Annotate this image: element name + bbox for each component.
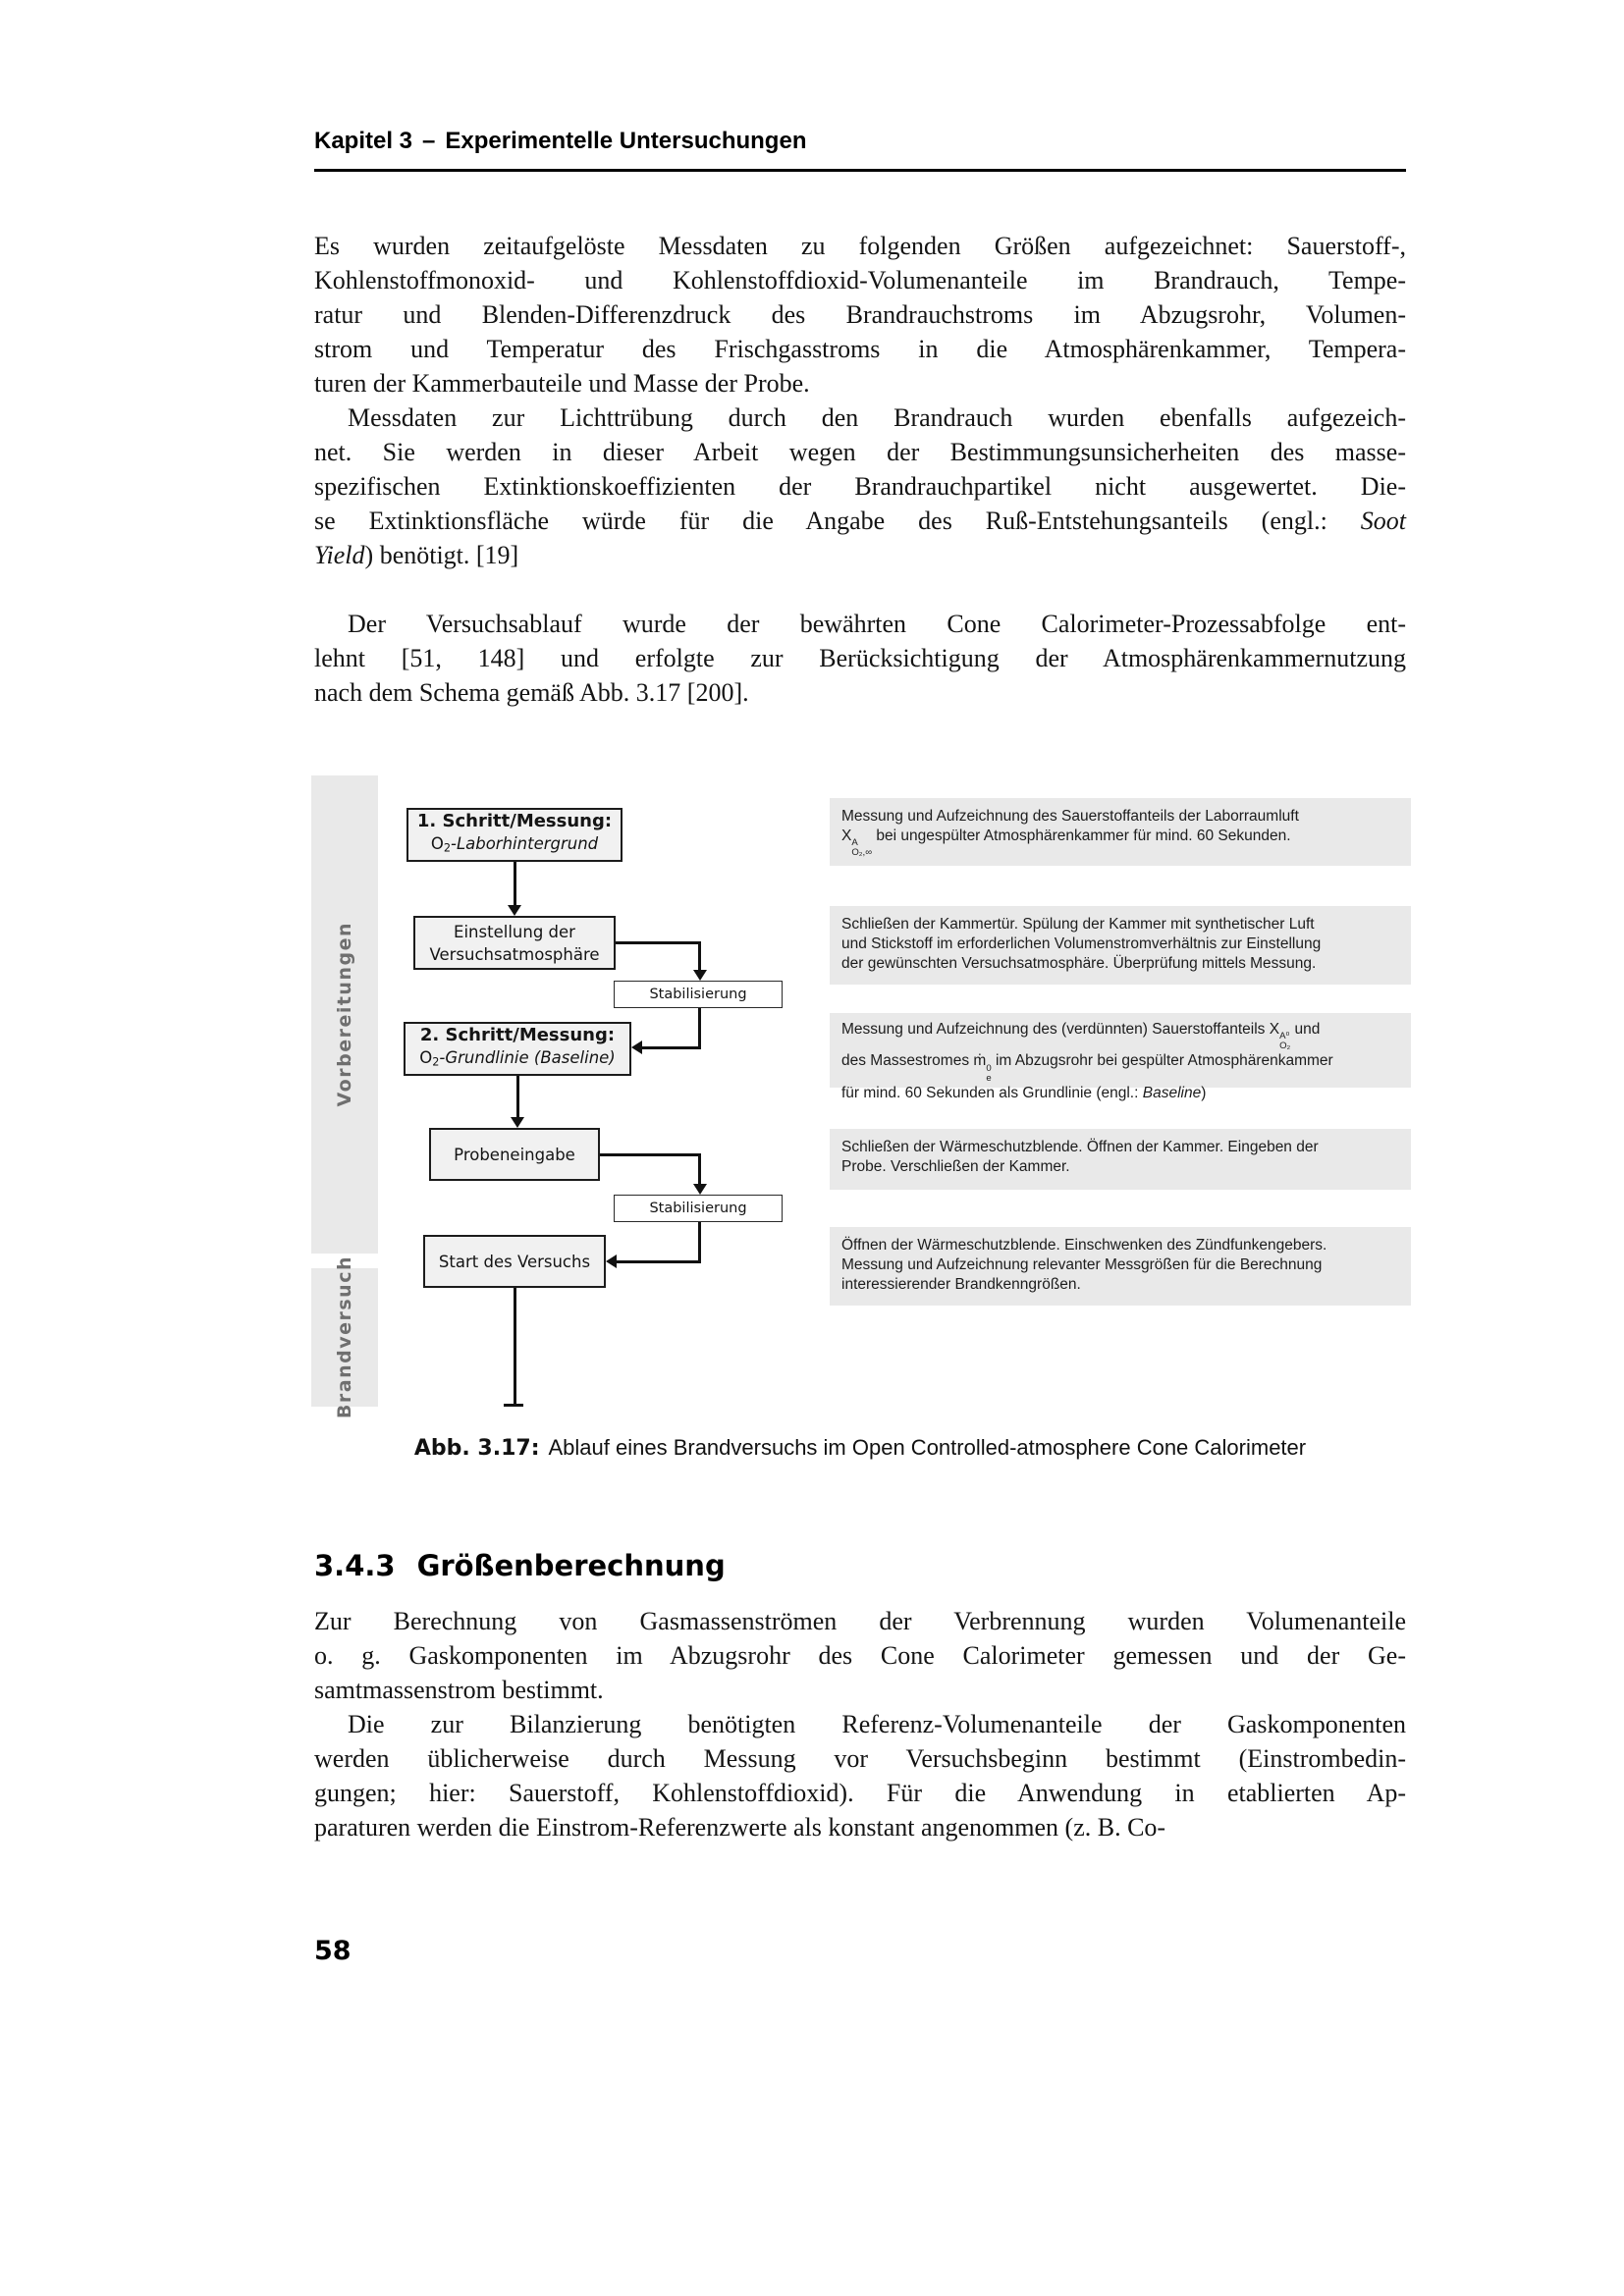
- text-line: O2-Grundlinie (Baseline): [419, 1048, 616, 1069]
- body-text-block-bottom: [314, 1604, 1406, 1844]
- text-line: Die zur Bilanzierung benötigten Referenz-Volumenanteile der Gaskomponenten: [348, 1710, 1406, 1738]
- text-line: Messung und Aufzeichnung des (verdünnten) Sauerstoffanteils X A⁰ O₂ und: [841, 1021, 1321, 1052]
- text-line: strom und Temperatur des Frischgasstroms in die Atmosphärenkammer, Tempera-: [314, 335, 1406, 363]
- text-line: Stabilisierung: [649, 1201, 747, 1216]
- text-line: werden üblicherweise durch Messung vor Versuchsbeginn bestimmt (Einstrombedin-: [314, 1744, 1406, 1773]
- text-line: der gewünschten Versuchsatmosphäre. Überprüfung mittels Messung.: [841, 955, 1317, 972]
- text-line: 2. Schritt/Messung:: [419, 1025, 616, 1046]
- note-sample-insertion: [830, 1129, 1411, 1190]
- section-title: Größenberechnung: [416, 1549, 726, 1582]
- flow-step-test-start: [423, 1235, 606, 1288]
- paragraph: [314, 229, 1406, 400]
- text-line: des Massestromes ṁ 0 e im Abzugsrohr bei gespülter Atmosphärenkammer: [841, 1052, 1333, 1084]
- chapter-title: Experimentelle Untersuchungen: [445, 128, 807, 154]
- text-line: Messung und Aufzeichnung des Sauerstoffanteils der Laborraumluft: [841, 808, 1299, 825]
- paragraph: [314, 607, 1406, 710]
- chapter-header: [314, 128, 1406, 155]
- text-line: O2-Laborhintergrund: [430, 834, 599, 855]
- header-dash: –: [422, 128, 436, 154]
- flow-connector: [698, 941, 701, 971]
- formula-subsup: A⁰ O₂: [1279, 1031, 1291, 1052]
- text-line: Der Versuchsablauf wurde der bewährten Cone Calorimeter-Prozessabfolge ent-: [348, 610, 1406, 638]
- paragraph: [314, 1707, 1406, 1844]
- text-line: paraturen werden die Einstrom-Referenzwerte als konstant angenommen (z. B. Co-: [314, 1813, 1166, 1842]
- arrow-down-icon: [511, 1117, 524, 1128]
- text-line: turen der Kammerbauteile und Masse der Probe.: [314, 369, 810, 398]
- text-line: o. g. Gaskomponenten im Abzugsrohr des Cone Calorimeter gemessen und der Ge-: [314, 1641, 1406, 1670]
- phase-bar-label: Brandversuch: [334, 1255, 355, 1419]
- chapter-label: Kapitel 3: [314, 128, 413, 154]
- header-rule: [314, 169, 1406, 172]
- flow-connector: [617, 1260, 701, 1263]
- text-line: für mind. 60 Sekunden als Grundlinie (engl.: Baseline): [841, 1084, 1207, 1101]
- arrow-left-icon: [631, 1041, 642, 1054]
- flow-connector: [600, 1153, 701, 1156]
- text-line: und Stickstoff im erforderlichen Volumenstromverhältnis zur Einstellung: [841, 935, 1322, 952]
- text-line: Probe. Verschließen der Kammer.: [841, 1158, 1070, 1175]
- text-line: Stabilisierung: [649, 987, 747, 1002]
- flow-connector: [698, 1008, 701, 1047]
- text-line: Einstellung der: [454, 922, 575, 941]
- text-line: 1. Schritt/Messung:: [416, 811, 613, 832]
- body-text-block-top: [314, 229, 1406, 710]
- text-line: Es wurden zeitaufgelöste Messdaten zu folgenden Größen aufgezeichnet: Sauerstoff-,: [314, 232, 1406, 260]
- flow-step-2-measurement: [404, 1022, 631, 1076]
- text-line: Versuchsatmosphäre: [429, 944, 600, 964]
- text-line: net. Sie werden in dieser Arbeit wegen der Bestimmungsunsicherheiten des masse-: [314, 438, 1406, 466]
- flow-connector: [642, 1046, 701, 1049]
- page-number: 58: [314, 1936, 352, 1966]
- text-line: se Extinktionsfläche würde für die Angabe des Ruß-Entstehungsanteils (engl.: Soot: [314, 507, 1406, 535]
- flow-step-sample-insertion: [429, 1128, 600, 1181]
- text-line: Öffnen der Wärmeschutzblende. Einschwenken des Zündfunkengebers.: [841, 1237, 1327, 1254]
- text-line: Schließen der Kammertür. Spülung der Kammer mit synthetischer Luft: [841, 916, 1315, 933]
- note-set-atmosphere: [830, 906, 1411, 985]
- text-line: spezifischen Extinktionskoeffizienten der Brandrauchpartikel nicht ausgewertet. Die-: [314, 472, 1406, 501]
- phase-bar-fire-test: [311, 1255, 378, 1419]
- arrow-down-icon: [693, 970, 707, 981]
- text-line: Schließen der Wärmeschutzblende. Öffnen der Kammer. Eingeben der: [841, 1139, 1319, 1155]
- text-line: nach dem Schema gemäß Abb. 3.17 [200].: [314, 678, 749, 707]
- text-line: Yield) benötigt. [19]: [314, 541, 519, 569]
- flow-connector: [698, 1153, 701, 1186]
- figure-caption-label: Abb. 3.17:: [413, 1436, 540, 1461]
- flow-end-marker: [504, 1404, 523, 1407]
- note-step-1: [830, 798, 1411, 866]
- arrow-down-icon: [693, 1184, 707, 1195]
- section-number: 3.4.3: [314, 1549, 396, 1582]
- text-line: Kohlenstoffmonoxid- und Kohlenstoffdioxid-Volumenanteile im Brandrauch, Tempe-: [314, 266, 1406, 294]
- text-line: Start des Versuchs: [438, 1252, 591, 1271]
- text-line: interessierender Brandkenngrößen.: [841, 1276, 1081, 1293]
- paragraph: [314, 400, 1406, 572]
- flow-connector: [616, 941, 701, 944]
- phase-bar-preparations: [311, 775, 378, 1254]
- phase-bar-label: Vorbereitungen: [334, 922, 355, 1107]
- flow-connector: [514, 862, 516, 907]
- flow-step-stabilization-2: [614, 1195, 783, 1222]
- text-line: lehnt [51, 148] und erfolgte zur Berücksichtigung der Atmosphärenkammernutzung: [314, 644, 1406, 672]
- flow-step-1-measurement: [406, 808, 623, 862]
- text-line: Messung und Aufzeichnung relevanter Messgrößen für die Berechnung: [841, 1256, 1323, 1273]
- note-test-start: [830, 1227, 1411, 1306]
- text-line: Probeneingabe: [454, 1145, 575, 1164]
- text-line: gungen; hier: Sauerstoff, Kohlenstoffdioxid). Für die Anwendung in etablierten Ap-: [314, 1779, 1406, 1807]
- text-line: Zur Berechnung von Gasmassenströmen der Verbrennung wurden Volumenanteile: [314, 1607, 1406, 1635]
- flow-connector: [514, 1288, 516, 1405]
- flow-step-set-atmosphere: [413, 916, 616, 970]
- arrow-down-icon: [508, 905, 521, 916]
- text-line: ratur und Blenden-Differenzdruck des Brandrauchstroms im Abzugsrohr, Volumen-: [314, 300, 1406, 329]
- text-line: samtmassenstrom bestimmt.: [314, 1676, 604, 1704]
- text-line: Messdaten zur Lichttrübung durch den Brandrauch wurden ebenfalls aufgezeich-: [348, 403, 1406, 432]
- note-step-2: [830, 1013, 1411, 1101]
- section-heading: [314, 1549, 726, 1582]
- figure-caption-text: Ablauf eines Brandversuchs im Open Controlled-atmosphere Cone Calorimeter: [548, 1435, 1307, 1460]
- arrow-left-icon: [606, 1255, 617, 1268]
- flow-connector: [698, 1222, 701, 1261]
- figure-flowchart: [311, 775, 1411, 1423]
- text-line: X A O₂,∞ bei ungespülter Atmosphärenkammer für mind. 60 Sekunden.: [841, 828, 1291, 859]
- formula-subsup: 0 e: [986, 1062, 992, 1084]
- figure-caption: [314, 1435, 1406, 1461]
- paragraph: [314, 1604, 1406, 1707]
- formula-subsup: A O₂,∞: [851, 837, 873, 859]
- flow-connector: [516, 1076, 519, 1119]
- flow-step-stabilization-1: [614, 981, 783, 1008]
